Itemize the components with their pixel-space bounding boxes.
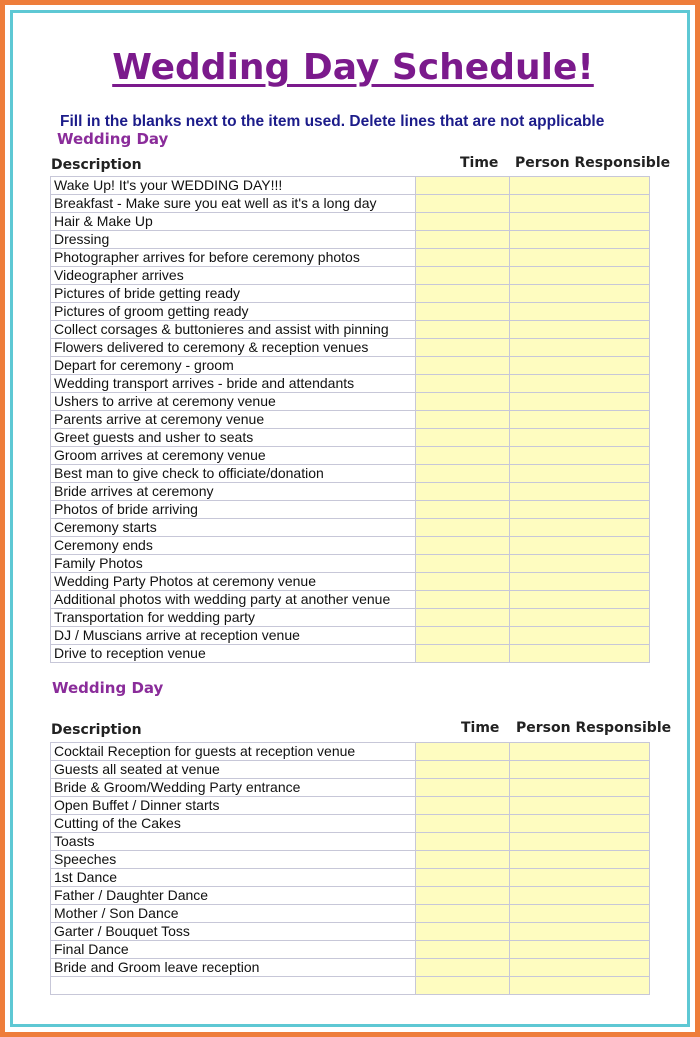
time-input-cell[interactable] <box>416 465 510 483</box>
row-description: Additional photos with wedding party at another venue <box>51 591 416 609</box>
table-row <box>51 429 650 447</box>
table-row <box>51 905 650 923</box>
page <box>10 10 690 1027</box>
row-description: Dressing <box>51 231 416 249</box>
table-row <box>51 959 650 977</box>
time-input-cell[interactable] <box>416 285 510 303</box>
row-description: Transportation for wedding party <box>51 609 416 627</box>
time-input-cell[interactable] <box>416 555 510 573</box>
section-1-heading: Wedding Day <box>57 130 169 148</box>
time-input-cell[interactable] <box>416 483 510 501</box>
time-input-cell[interactable] <box>416 743 510 761</box>
person-responsible-input-cell[interactable] <box>510 267 650 285</box>
time-input-cell[interactable] <box>416 645 510 663</box>
section-1-col-time: Time <box>460 155 499 171</box>
person-responsible-input-cell[interactable] <box>510 483 650 501</box>
table-row <box>51 555 650 573</box>
time-input-cell[interactable] <box>416 411 510 429</box>
table-row <box>51 779 650 797</box>
table-row <box>51 833 650 851</box>
time-input-cell[interactable] <box>416 923 510 941</box>
table-row <box>51 249 650 267</box>
section-1-col-person: Person Responsible <box>515 155 671 171</box>
table-row <box>51 645 650 663</box>
person-responsible-input-cell[interactable] <box>510 743 650 761</box>
table-row <box>51 609 650 627</box>
row-description: Bride & Groom/Wedding Party entrance <box>51 779 416 797</box>
row-description: Photos of bride arriving <box>51 501 416 519</box>
time-input-cell[interactable] <box>416 303 510 321</box>
person-responsible-input-cell[interactable] <box>510 869 650 887</box>
row-description: Photographer arrives for before ceremony photos <box>51 249 416 267</box>
person-responsible-input-cell[interactable] <box>510 537 650 555</box>
row-description: Toasts <box>51 833 416 851</box>
person-responsible-input-cell[interactable] <box>510 429 650 447</box>
time-input-cell[interactable] <box>416 869 510 887</box>
row-description: Mother / Son Dance <box>51 905 416 923</box>
table-row <box>51 321 650 339</box>
time-input-cell[interactable] <box>416 815 510 833</box>
person-responsible-input-cell[interactable] <box>510 573 650 591</box>
section-2-col-time: Time <box>461 720 500 736</box>
time-input-cell[interactable] <box>416 887 510 905</box>
row-description: Ushers to arrive at ceremony venue <box>51 393 416 411</box>
table-row <box>51 537 650 555</box>
row-description: Bride and Groom leave reception <box>51 959 416 977</box>
table-row <box>51 447 650 465</box>
person-responsible-input-cell[interactable] <box>510 447 650 465</box>
person-responsible-input-cell[interactable] <box>510 923 650 941</box>
table-row <box>51 573 650 591</box>
table-row <box>51 501 650 519</box>
time-input-cell[interactable] <box>416 779 510 797</box>
person-responsible-input-cell[interactable] <box>510 303 650 321</box>
person-responsible-input-cell[interactable] <box>510 411 650 429</box>
row-description: Breakfast - Make sure you eat well as it's a long day <box>51 195 416 213</box>
time-input-cell[interactable] <box>416 393 510 411</box>
row-description: Hair & Make Up <box>51 213 416 231</box>
person-responsible-input-cell[interactable] <box>510 779 650 797</box>
table-row <box>51 231 650 249</box>
row-description: Best man to give check to officiate/donation <box>51 465 416 483</box>
table-row <box>51 941 650 959</box>
table-row <box>51 851 650 869</box>
person-responsible-input-cell[interactable] <box>510 375 650 393</box>
table-row <box>51 887 650 905</box>
time-input-cell[interactable] <box>416 429 510 447</box>
time-input-cell[interactable] <box>416 851 510 869</box>
table-row <box>51 761 650 779</box>
row-description: Father / Daughter Dance <box>51 887 416 905</box>
time-input-cell[interactable] <box>416 447 510 465</box>
person-responsible-input-cell[interactable] <box>510 195 650 213</box>
person-responsible-input-cell[interactable] <box>510 555 650 573</box>
time-input-cell[interactable] <box>416 797 510 815</box>
row-description: Pictures of bride getting ready <box>51 285 416 303</box>
row-description: Ceremony ends <box>51 537 416 555</box>
time-input-cell[interactable] <box>416 573 510 591</box>
person-responsible-input-cell[interactable] <box>510 465 650 483</box>
row-description: Drive to reception venue <box>51 645 416 663</box>
section-2-col-person: Person Responsible <box>516 720 672 736</box>
table-row <box>51 177 650 195</box>
table-row <box>51 357 650 375</box>
row-description: Final Dance <box>51 941 416 959</box>
person-responsible-input-cell[interactable] <box>510 887 650 905</box>
time-input-cell[interactable] <box>416 833 510 851</box>
person-responsible-input-cell[interactable] <box>510 815 650 833</box>
row-description: Garter / Bouquet Toss <box>51 923 416 941</box>
person-responsible-input-cell[interactable] <box>510 393 650 411</box>
table-row <box>51 375 650 393</box>
person-responsible-input-cell[interactable] <box>510 591 650 609</box>
table-row <box>51 591 650 609</box>
row-description: Videographer arrives <box>51 267 416 285</box>
row-description: Flowers delivered to ceremony & reception venues <box>51 339 416 357</box>
row-description: Collect corsages & buttonieres and assist with pinning <box>51 321 416 339</box>
table-row <box>51 465 650 483</box>
row-description: Pictures of groom getting ready <box>51 303 416 321</box>
person-responsible-input-cell[interactable] <box>510 177 650 195</box>
row-description: Family Photos <box>51 555 416 573</box>
section-2-table <box>50 742 650 995</box>
table-row <box>51 393 650 411</box>
person-responsible-input-cell[interactable] <box>510 519 650 537</box>
time-input-cell[interactable] <box>416 761 510 779</box>
person-responsible-input-cell[interactable] <box>510 797 650 815</box>
person-responsible-input-cell[interactable] <box>510 959 650 977</box>
table-row <box>51 267 650 285</box>
person-responsible-input-cell[interactable] <box>510 977 650 995</box>
row-description: Guests all seated at venue <box>51 761 416 779</box>
table-row <box>51 797 650 815</box>
person-responsible-input-cell[interactable] <box>510 321 650 339</box>
person-responsible-input-cell[interactable] <box>510 357 650 375</box>
time-input-cell[interactable] <box>416 267 510 285</box>
person-responsible-input-cell[interactable] <box>510 761 650 779</box>
time-input-cell[interactable] <box>416 905 510 923</box>
row-description: Wedding Party Photos at ceremony venue <box>51 573 416 591</box>
time-input-cell[interactable] <box>416 321 510 339</box>
time-input-cell[interactable] <box>416 339 510 357</box>
person-responsible-input-cell[interactable] <box>510 905 650 923</box>
row-description: Open Buffet / Dinner starts <box>51 797 416 815</box>
person-responsible-input-cell[interactable] <box>510 851 650 869</box>
section-1-col-description: Description <box>51 157 142 173</box>
time-input-cell[interactable] <box>416 177 510 195</box>
row-description: DJ / Muscians arrive at reception venue <box>51 627 416 645</box>
row-description: Wedding transport arrives - bride and attendants <box>51 375 416 393</box>
time-input-cell[interactable] <box>416 609 510 627</box>
time-input-cell[interactable] <box>416 195 510 213</box>
table-row <box>51 285 650 303</box>
table-row <box>51 411 650 429</box>
time-input-cell[interactable] <box>416 519 510 537</box>
person-responsible-input-cell[interactable] <box>510 627 650 645</box>
time-input-cell[interactable] <box>416 977 510 995</box>
section-2-col-description: Description <box>51 722 142 738</box>
person-responsible-input-cell[interactable] <box>510 501 650 519</box>
section-1-table <box>50 176 650 663</box>
table-row <box>51 339 650 357</box>
table-row <box>51 977 650 995</box>
time-input-cell[interactable] <box>416 591 510 609</box>
person-responsible-input-cell[interactable] <box>510 249 650 267</box>
table-row <box>51 213 650 231</box>
person-responsible-input-cell[interactable] <box>510 285 650 303</box>
person-responsible-input-cell[interactable] <box>510 941 650 959</box>
row-description: Speeches <box>51 851 416 869</box>
person-responsible-input-cell[interactable] <box>510 213 650 231</box>
time-input-cell[interactable] <box>416 213 510 231</box>
time-input-cell[interactable] <box>416 537 510 555</box>
instructions-text: Fill in the blanks next to the item used. Delete lines that are not applicable <box>60 113 605 130</box>
table-row <box>51 815 650 833</box>
table-row <box>51 869 650 887</box>
time-input-cell[interactable] <box>416 231 510 249</box>
person-responsible-input-cell[interactable] <box>510 339 650 357</box>
row-description: Parents arrive at ceremony venue <box>51 411 416 429</box>
row-description: Depart for ceremony - groom <box>51 357 416 375</box>
table-row <box>51 923 650 941</box>
page-title: Wedding Day Schedule! <box>112 47 594 88</box>
row-description: Wake Up! It's your WEDDING DAY!!! <box>51 177 416 195</box>
table-row <box>51 195 650 213</box>
time-input-cell[interactable] <box>416 627 510 645</box>
row-description: Bride arrives at ceremony <box>51 483 416 501</box>
row-description: Groom arrives at ceremony venue <box>51 447 416 465</box>
table-row <box>51 627 650 645</box>
row-description: Ceremony starts <box>51 519 416 537</box>
row-description: 1st Dance <box>51 869 416 887</box>
person-responsible-input-cell[interactable] <box>510 609 650 627</box>
row-description: Greet guests and usher to seats <box>51 429 416 447</box>
table-row <box>51 743 650 761</box>
time-input-cell[interactable] <box>416 357 510 375</box>
person-responsible-input-cell[interactable] <box>510 645 650 663</box>
time-input-cell[interactable] <box>416 375 510 393</box>
row-description: Cutting of the Cakes <box>51 815 416 833</box>
row-description <box>51 977 416 995</box>
time-input-cell[interactable] <box>416 959 510 977</box>
table-row <box>51 483 650 501</box>
row-description: Cocktail Reception for guests at reception venue <box>51 743 416 761</box>
time-input-cell[interactable] <box>416 941 510 959</box>
table-row <box>51 519 650 537</box>
table-row <box>51 303 650 321</box>
person-responsible-input-cell[interactable] <box>510 231 650 249</box>
time-input-cell[interactable] <box>416 249 510 267</box>
section-2-heading: Wedding Day <box>52 679 164 697</box>
time-input-cell[interactable] <box>416 501 510 519</box>
person-responsible-input-cell[interactable] <box>510 833 650 851</box>
